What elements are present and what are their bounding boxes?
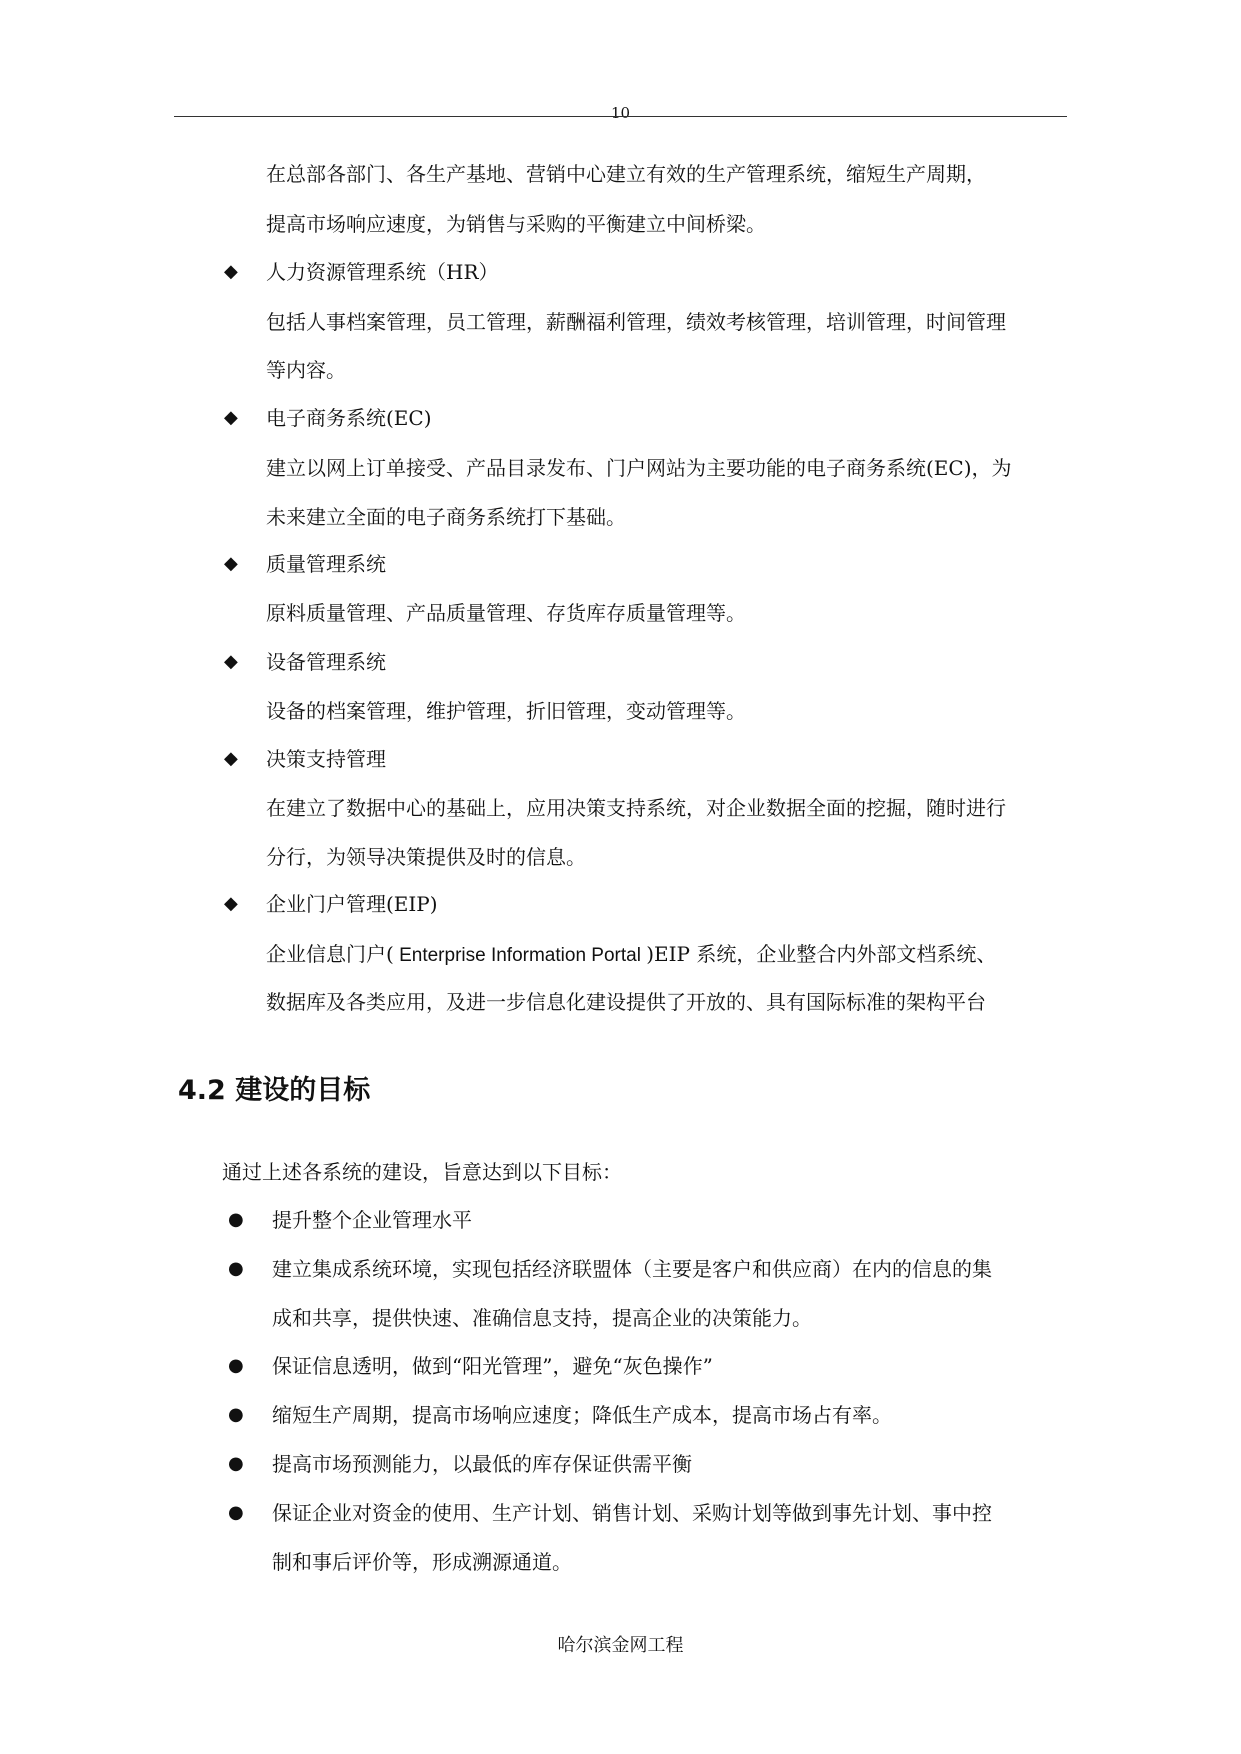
- dot-bullet-icon: ●: [228, 1502, 244, 1523]
- goal-line: 制和事后评价等，形成溯源通道。: [272, 1550, 572, 1574]
- body-line: 未来建立全面的电子商务系统打下基础。: [266, 505, 626, 529]
- body-line: 在建立了数据中心的基础上，应用决策支持系统，对企业数据全面的挖掘，随时进行: [266, 796, 1006, 820]
- body-line: 在总部各部门、各生产基地、营销中心建立有效的生产管理系统，缩短生产周期，: [266, 162, 986, 186]
- body-line: 建立以网上订单接受、产品目录发布、门户网站为主要功能的电子商务系统(EC)，为: [266, 456, 1012, 480]
- dot-bullet-icon: ●: [228, 1209, 244, 1230]
- body-line: [266, 940, 996, 970]
- diamond-bullet-icon: ◆: [224, 407, 238, 428]
- goal-line: 保证企业对资金的使用、生产计划、销售计划、采购计划等做到事先计划、事中控: [272, 1501, 992, 1525]
- system-title: 人力资源管理系统（HR）: [266, 260, 499, 284]
- body-line: 数据库及各类应用，及进一步信息化建设提供了开放的、具有国际标准的架构平台: [266, 990, 986, 1014]
- body-line: 等内容。: [266, 358, 346, 382]
- diamond-bullet-icon: ◆: [224, 553, 238, 574]
- body-line: 分行，为领导决策提供及时的信息。: [266, 845, 586, 869]
- dot-bullet-icon: ●: [228, 1453, 244, 1474]
- footer: 哈尔滨金网工程: [557, 1635, 684, 1656]
- body-line: 提高市场响应速度，为销售与采购的平衡建立中间桥梁。: [266, 212, 766, 236]
- goal-line: 提高市场预测能力，以最低的库存保证供需平衡: [272, 1452, 692, 1476]
- eip-english-name: Enterprise Information Portal: [393, 945, 647, 966]
- diamond-bullet-icon: ◆: [224, 261, 238, 282]
- diamond-bullet-icon: ◆: [224, 651, 238, 672]
- diamond-bullet-icon: ◆: [224, 748, 238, 769]
- dot-bullet-icon: ●: [228, 1258, 244, 1279]
- diamond-bullet-icon: ◆: [224, 893, 238, 914]
- dot-bullet-icon: ●: [228, 1355, 244, 1376]
- eip-line-prefix: 企业信息门户(: [266, 942, 394, 966]
- goal-line: 成和共享，提供快速、准确信息支持，提高企业的决策能力。: [272, 1306, 812, 1330]
- body-line: 包括人事档案管理，员工管理，薪酬福利管理，绩效考核管理，培训管理，时间管理: [266, 310, 1006, 334]
- section-heading: 4.2 建设的目标: [178, 1075, 371, 1106]
- page-number: 10: [610, 104, 631, 122]
- system-title: 质量管理系统: [266, 552, 386, 576]
- body-line: 设备的档案管理，维护管理，折旧管理，变动管理等。: [266, 699, 746, 723]
- system-title: 电子商务系统(EC): [266, 406, 432, 430]
- eip-line-suffix: )EIP 系统，企业整合内外部文档系统、: [646, 942, 997, 966]
- goal-line: 提升整个企业管理水平: [272, 1208, 472, 1232]
- system-title: 设备管理系统: [266, 650, 386, 674]
- goal-line: 保证信息透明，做到“阳光管理”，避免“灰色操作”: [272, 1354, 713, 1378]
- dot-bullet-icon: ●: [228, 1404, 244, 1425]
- system-title: 决策支持管理: [266, 747, 386, 771]
- goal-line: 缩短生产周期，提高市场响应速度；降低生产成本，提高市场占有率。: [272, 1403, 892, 1427]
- system-title: 企业门户管理(EIP): [266, 892, 438, 916]
- goal-line: 建立集成系统环境，实现包括经济联盟体（主要是客户和供应商）在内的信息的集: [272, 1257, 992, 1281]
- header-rule: [174, 116, 1067, 117]
- body-line: 原料质量管理、产品质量管理、存货库存质量管理等。: [266, 601, 746, 625]
- section-intro: 通过上述各系统的建设，旨意达到以下目标：: [222, 1160, 622, 1184]
